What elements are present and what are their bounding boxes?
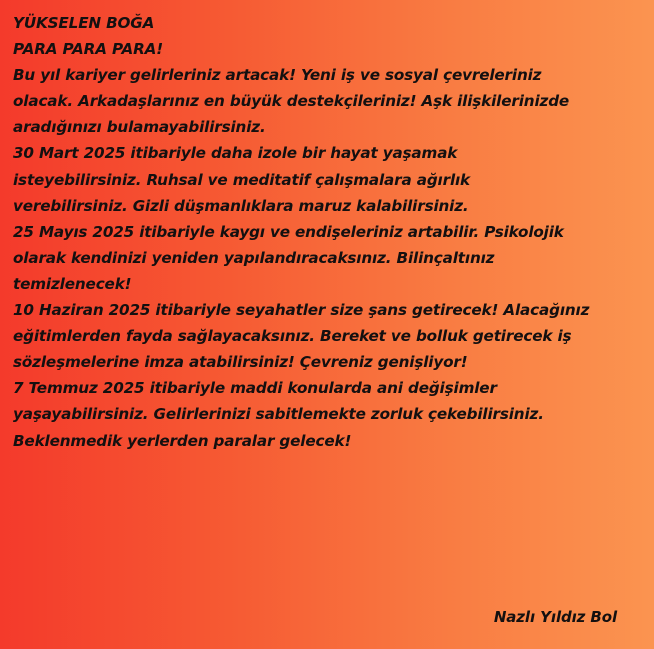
paragraph-line: yaşayabilirsiniz. Gelirlerinizi sabitlemekte zorluk çekebilirsiniz. — [13, 405, 544, 424]
paragraph-line: 10 Haziran 2025 itibariyle seyahatler size şans getirecek! Alacağınız — [13, 301, 590, 320]
poster-subtitle: PARA PARA PARA! — [13, 40, 164, 59]
paragraph-line: 7 Temmuz 2025 itibariyle maddi konularda ani değişimler — [13, 379, 497, 398]
paragraph-line: temizlenecek! — [13, 274, 132, 293]
poster-title: YÜKSELEN BOĞA — [13, 14, 155, 32]
paragraph-line: olacak. Arkadaşlarınız en büyük destekçileriniz! Aşk ilişkilerinizde — [13, 92, 570, 111]
horoscope-text — [13, 10, 643, 454]
author-signature: Nazlı Yıldız Bol — [493, 608, 617, 626]
paragraph-line: eğitimlerden fayda sağlayacaksınız. Bereket ve bolluk getirecek iş — [13, 327, 572, 346]
paragraph-line: sözleşmelerine imza atabilirsiniz! Çevreniz genişliyor! — [13, 353, 468, 372]
paragraph-line: 25 Mayıs 2025 itibariyle kaygı ve endişeleriniz artabilir. Psikolojik — [13, 222, 564, 241]
paragraph-line: 30 Mart 2025 itibariyle daha izole bir hayat yaşamak — [13, 144, 458, 163]
paragraph-line: Bu yıl kariyer gelirleriniz artacak! Yeni iş ve sosyal çevreleriniz — [13, 66, 542, 85]
paragraph-line: Beklenmedik yerlerden paralar gelecek! — [13, 431, 352, 450]
paragraph-line: isteyebilirsiniz. Ruhsal ve meditatif çalışmalara ağırlık — [13, 170, 471, 189]
paragraph-line: aradığınızı bulamayabilirsiniz. — [13, 118, 266, 137]
paragraph-line: verebilirsiniz. Gizli düşmanlıklara maruz kalabilirsiniz. — [13, 196, 469, 215]
paragraph-line: olarak kendinizi yeniden yapılandıracaksınız. Bilinçaltınız — [13, 248, 495, 267]
